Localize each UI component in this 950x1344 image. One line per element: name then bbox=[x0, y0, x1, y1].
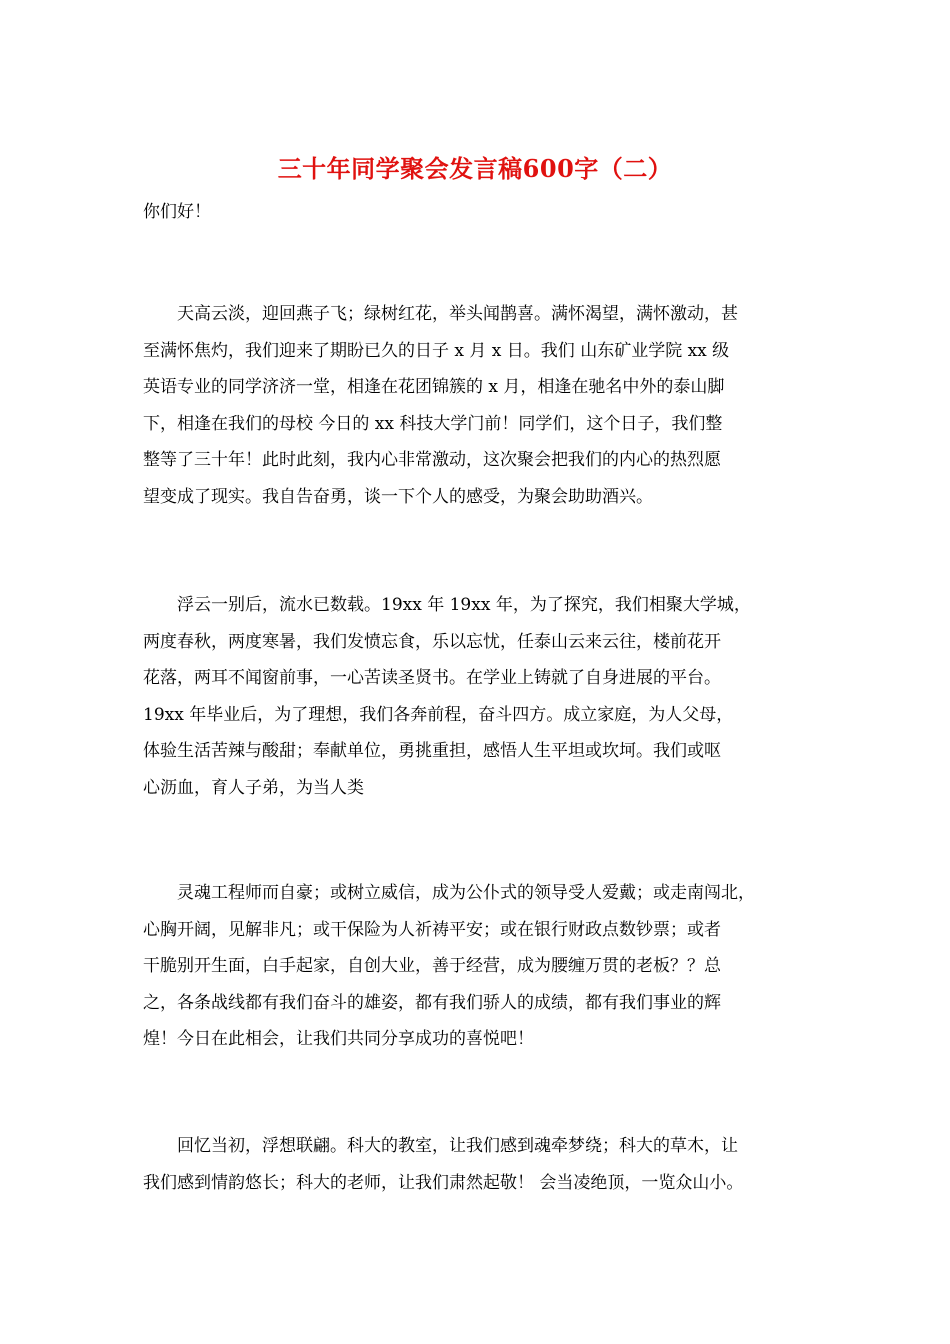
greeting-line: 你们好！ bbox=[143, 202, 211, 222]
paragraph-line: 下，相逢在我们的母校 今日的 xx 科技大学门前！同学们，这个日子，我们整 bbox=[143, 413, 723, 434]
paragraph-line: 回忆当初，浮想联翩。科大的教室，让我们感到魂牵梦绕；科大的草木，让 bbox=[143, 1136, 738, 1156]
paragraph-line: 整等了三十年！此时此刻，我内心非常激动，这次聚会把我们的内心的热烈愿 bbox=[143, 450, 721, 470]
paragraph-line: 煌！今日在此相会，让我们共同分享成功的喜悦吧！ bbox=[143, 1029, 534, 1049]
paragraph-2 bbox=[143, 587, 823, 806]
paragraph-line: 之，各条战线都有我们奋斗的雄姿，都有我们骄人的成绩，都有我们事业的辉 bbox=[143, 992, 721, 1013]
paragraph-line: 体验生活苦辣与酸甜；奉献单位，勇挑重担，感悟人生平坦或坎坷。我们或呕 bbox=[143, 741, 721, 761]
paragraph-line: 两度春秋，两度寒暑，我们发愤忘食，乐以忘忧，任泰山云来云往，楼前花开 bbox=[143, 631, 721, 652]
paragraph-line: 英语专业的同学济济一堂，相逢在花团锦簇的 x 月，相逢在驰名中外的泰山脚 bbox=[143, 377, 725, 397]
paragraph-4 bbox=[143, 1128, 823, 1201]
paragraph-line: 心胸开阔，见解非凡；或干保险为人祈祷平安；或在银行财政点数钞票；或者 bbox=[143, 919, 721, 940]
paragraph-line: 干脆别开生面，白手起家，自创大业，善于经营，成为腰缠万贯的老板？？总 bbox=[143, 956, 721, 976]
paragraph-3 bbox=[143, 875, 823, 1058]
paragraph-line: 灵魂工程师而自豪；或树立威信，成为公仆式的领导受人爱戴；或走南闯北， bbox=[143, 883, 755, 903]
paragraph-line: 望变成了现实。我自告奋勇，谈一下个人的感受，为聚会助助酒兴。 bbox=[143, 486, 653, 507]
paragraph-line: 心沥血，育人子弟，为当人类 bbox=[143, 777, 364, 798]
paragraph-line: 19xx 年毕业后，为了理想，我们各奔前程，奋斗四方。成立家庭，为人父母， bbox=[143, 704, 734, 725]
paragraph-line: 我们感到情韵悠长；科大的老师，让我们肃然起敬！ 会当凌绝顶，一览众山小。 bbox=[143, 1172, 744, 1193]
paragraph-line: 浮云一别后，流水已数载。19xx 年 19xx 年，为了探究，我们相聚大学城， bbox=[143, 595, 751, 615]
document-title: 三十年同学聚会发言稿600字（二） bbox=[277, 154, 673, 183]
paragraph-line: 天高云淡，迎回燕子飞；绿树红花，举头闻鹊喜。满怀渴望，满怀激动，甚 bbox=[143, 304, 738, 324]
paragraph-line: 至满怀焦灼，我们迎来了期盼已久的日子 x 月 x 日。我们 山东矿业学院 xx 级 bbox=[143, 340, 730, 361]
paragraph-line: 花落，两耳不闻窗前事，一心苦读圣贤书。在学业上铸就了自身进展的平台。 bbox=[143, 668, 721, 688]
paragraph-1 bbox=[143, 296, 823, 515]
